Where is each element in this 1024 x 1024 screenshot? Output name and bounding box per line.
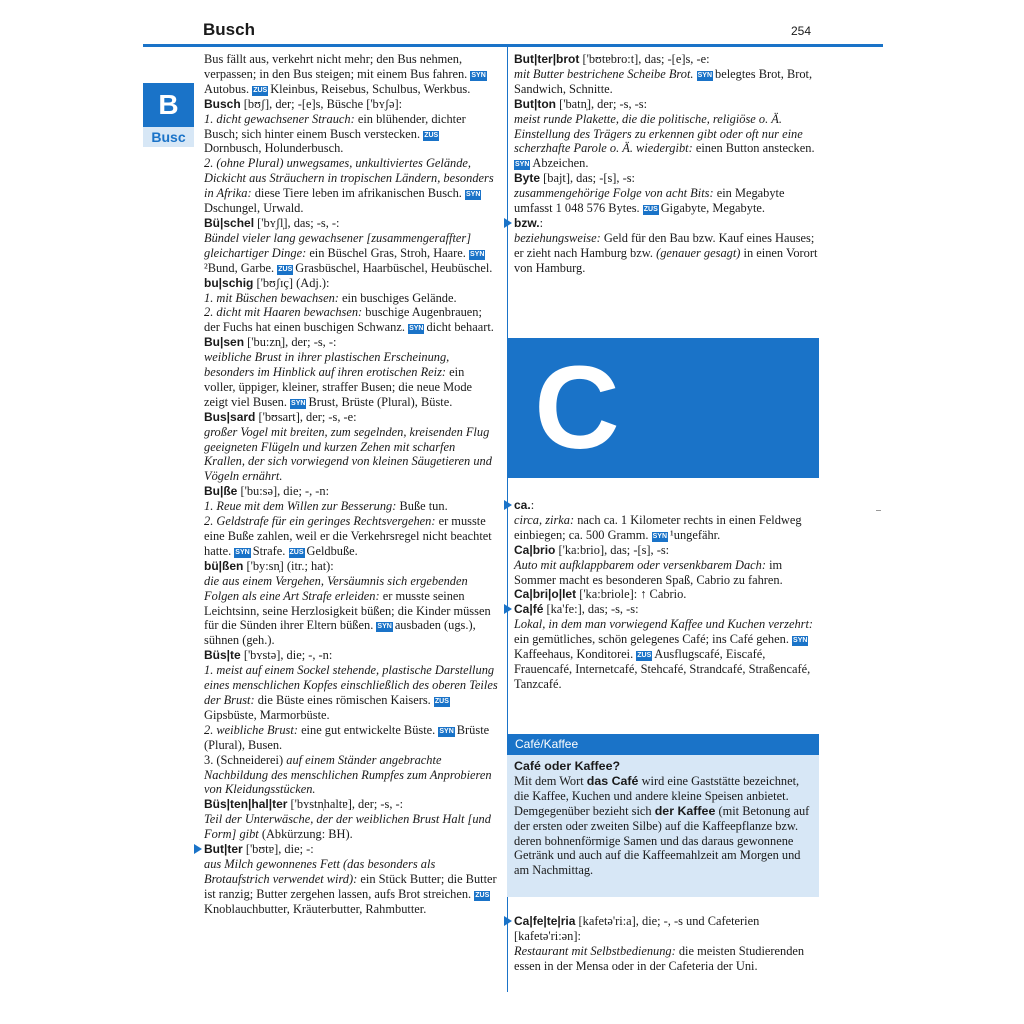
syn-tag: SYN <box>409 325 424 333</box>
entry-button <box>514 97 820 172</box>
zus-tag: ZUS <box>637 652 652 660</box>
headword: Bus|sard <box>204 409 256 424</box>
definition: Restaurant mit Selbstbedienung: <box>514 943 676 958</box>
zus-text: Geldbuße. <box>306 543 358 558</box>
entry-butter <box>204 842 498 917</box>
pronunciation: ['bu:zn̩], der; -s, -: <box>247 335 337 350</box>
headword: Ca|fe|te|ria <box>514 914 576 928</box>
definition: 1. Reue mit dem Willen zur Besserung: <box>204 499 397 514</box>
syn-tag: SYN <box>291 399 306 407</box>
headword: ca. <box>514 498 531 512</box>
example: in einen Vorort von Hamburg. <box>514 245 818 275</box>
example: ein buschiges Gelände. <box>342 290 457 305</box>
basic-vocab-marker-icon <box>504 218 512 228</box>
syn-tag: SYN <box>697 71 713 79</box>
pronunciation: ['bu:sə], die; -, -n: <box>240 484 330 499</box>
definition: Lokal, in dem man vorwiegend Kaffee und Kuchen verzehrt: <box>514 617 814 632</box>
syn-text: Abzeichen. <box>532 156 589 171</box>
entry-text: Bus fällt aus, verkehrt nicht mehr; den Bus nehmen, verpassen; in den Bus steigen; mit einem Bus fahren. <box>204 52 468 81</box>
definition: (genauer gesagt) <box>656 245 741 260</box>
thumb-index-word: Busc <box>143 127 194 147</box>
headword: But|ter <box>204 842 243 857</box>
basic-vocab-marker-icon <box>504 604 512 614</box>
pronunciation: ['bʊsart], der; -s, -e: <box>258 409 357 424</box>
pronunciation: [ka'fe:], das; -s, -s: <box>546 602 639 617</box>
entry-buessen <box>204 559 498 648</box>
headword: Busch <box>204 96 241 111</box>
pronunciation: ['ka:brio], das; -[s], -s: <box>558 542 670 557</box>
usage-label: 3. (Schneiderei) <box>204 752 284 767</box>
zus-text: Grasbüschel, Haarbüschel, Heubüschel. <box>295 260 493 275</box>
syn-tag: SYN <box>515 161 530 169</box>
example: ein voller, üppiger, kleiner, straffer Busen; die neue Mode zeigt viel Busen. <box>204 365 473 409</box>
definition: Bündel vieler lang gewachsener [zusammengeraffter] gleichartiger Dinge: <box>204 230 472 260</box>
example: buschige Augenbrauen; der Fuchs hat einen buschigen Schwanz. <box>204 305 482 335</box>
definition: 1. meist auf einem Sockel stehende, plastische Darstellung eines menschlichen Kopfes einschließlich des oberen Teiles der Brust: <box>204 663 498 707</box>
syn-text: Dschungel, Urwald. <box>204 201 304 216</box>
syn-text: ¹ungefähr. <box>670 527 721 542</box>
pronunciation: ['batn̩], der; -s, -s: <box>559 96 648 111</box>
example: die Büste eines römischen Kaisers. <box>257 692 431 707</box>
syn-tag: SYN <box>471 71 486 79</box>
pronunciation: ['ka:briole]: ↑ Cabrio. <box>579 587 687 602</box>
letter-section-block <box>507 338 819 478</box>
example: nach ca. 1 Kilometer rechts in einen Feldweg einbiegen; ca. 500 Gramm. <box>514 512 802 542</box>
running-head-word: Busch <box>203 20 255 39</box>
syn-tag: SYN <box>439 727 454 735</box>
headword: Büs|te <box>204 648 241 663</box>
pronunciation: : <box>539 215 544 230</box>
headword: bu|schig <box>204 275 254 290</box>
zus-tag: ZUS <box>278 265 293 273</box>
headword: Byte <box>514 171 541 186</box>
entry-cabriolet <box>514 587 820 602</box>
headword: Bü|schel <box>204 215 255 230</box>
basic-vocab-marker-icon <box>504 500 512 510</box>
syn-text: Brüste (Plural), Busen. <box>204 722 490 752</box>
pronunciation: ['bʊtɐbro:t], das; -[e]s, -e: <box>582 52 710 66</box>
example: Geld für den Bau bzw. Kauf eines Hauses; er zieht nach Hamburg bzw. <box>514 230 815 260</box>
definition: meist runde Plakette, die die politische, religiöse o. Ä. Einstellung des Trägers zu erkennen gibt oder oft nur eine scherzhafte Parole o. Ä. wiedergibt: <box>514 111 803 156</box>
example: (Abkürzung: BH). <box>261 827 353 842</box>
margin-mark <box>876 510 881 511</box>
zus-text: Kleinbus, Reisebus, Schulbus, Werkbus. <box>270 81 471 96</box>
section-letter: C <box>534 342 620 474</box>
syn-text: Autobus. <box>204 81 250 96</box>
headword: bzw. <box>514 215 540 230</box>
definition: circa, zirka: <box>514 512 575 527</box>
entry-bueschel <box>204 216 498 276</box>
example: ein blühender, dichter Busch; sich hinter einem Busch verstecken. <box>204 111 466 141</box>
usage-info-box <box>507 734 819 897</box>
entry-bus-continued <box>204 52 498 97</box>
zus-tag: ZUS <box>434 697 449 705</box>
definition: aus Milch gewonnenes Fett (das besonders als Brotaufstrich verwendet wird): <box>204 856 436 886</box>
entry-bueste <box>204 648 498 797</box>
syn-tag: SYN <box>793 637 808 645</box>
pronunciation: [bʊʃ], der; -[e]s, Büsche ['bʏʃə]: <box>243 96 403 111</box>
syn-text: Kaffeehaus, Konditorei. <box>514 647 634 662</box>
example: diese Tiere leben im afrikanischen Busch. <box>254 186 462 201</box>
pronunciation: ['bʏstə], die; -, -n: <box>243 648 333 663</box>
definition: 1. mit Büschen bewachsen: <box>204 290 339 305</box>
zus-tag: ZUS <box>289 548 304 556</box>
zus-text: Dornbusch, Holunderbusch. <box>204 141 344 156</box>
zus-text: Ausflugscafé, Eiscafé, Frauencafé, Internetcafé, Stehcafé, Strandcafé, Straßencafé, Tanzcafé. <box>514 647 811 691</box>
example: ein Stück Butter; die Butter ist ranzig; Butter zergehen lassen, aufs Brot streichen. <box>204 871 497 901</box>
syn-text: Strafe. <box>252 543 286 558</box>
headword: But|ton <box>514 96 557 111</box>
zus-text: Gipsbüste, Marmorbüste. <box>204 707 330 722</box>
definition: 2. Geldstrafe für ein geringes Rechtsvergehen: <box>204 514 436 529</box>
right-column <box>514 52 820 276</box>
entry-bzw <box>514 216 820 276</box>
syn-text: ausbaden (ugs.), sühnen (geh.). <box>204 618 476 648</box>
definition: zusammengehörige Folge von acht Bits: <box>514 186 714 201</box>
definition: die aus einem Vergehen, Versäumnis sich ergebenden Folgen als eine Art Strafe erleiden: <box>204 573 468 603</box>
definition: auf einem Ständer angebrachte Nachbildung des menschlichen Rumpfes zum Anprobieren von Kleidungsstücken. <box>204 752 492 797</box>
pronunciation: [kafetə'ri:a], die; -, -s und Cafeterien [kafetə'ri:ən]: <box>514 914 760 943</box>
pronunciation: ['bʏʃl̩], das; -s, -: <box>257 215 340 230</box>
headword: Ca|bri|o|let <box>514 587 577 602</box>
headword: bü|ßen <box>204 558 244 573</box>
page-number: 254 <box>790 24 811 38</box>
definition: Auto mit aufklappbarem oder versenkbarem Dach: <box>514 557 766 572</box>
entry-cafeteria <box>514 914 820 974</box>
example: er musste eine Buße zahlen, weil er die Verkehrsregel nicht beachtet hatte. <box>204 514 492 558</box>
headword: Ca|fé <box>514 602 544 617</box>
definition: Teil der Unterwäsche, der der weiblichen Brust Halt [und Form] gibt <box>204 812 491 842</box>
pronunciation: ['by:sn̩] (itr.; hat): <box>246 558 334 573</box>
example: ein Büschel Gras, Stroh, Haare. <box>309 245 466 260</box>
syn-tag: SYN <box>652 532 668 540</box>
definition: 2. weibliche Brust: <box>204 722 298 737</box>
thumb-index-tab <box>143 83 194 147</box>
info-question: Café oder Kaffee? <box>514 759 621 773</box>
syn-tag: SYN <box>377 623 392 631</box>
example: die meisten Studierenden essen in der Mensa oder in der Cafeteria der Uni. <box>514 943 805 973</box>
pronunciation: [bajt], das; -[s], -s: <box>543 171 635 186</box>
example: im Sommer macht es besonderen Spaß, Cabrio zu fahren. <box>514 557 783 587</box>
definition: mit Butter bestrichene Scheibe Brot. <box>514 66 694 81</box>
headword: Ca|brio <box>514 542 556 557</box>
entry-busse <box>204 484 498 559</box>
right-column-bottom <box>514 914 820 974</box>
entry-buestenhalter <box>204 797 498 842</box>
definition: weibliche Brust in ihrer plastischen Erscheinung, besonders im Hinblick auf ihren erotischen Reiz: <box>204 350 450 380</box>
entry-butterbrot <box>514 52 820 97</box>
entry-cafe <box>514 602 820 691</box>
definition: 2. (ohne Plural) unwegsames, unkultiviertes Gelände, Dickicht aus Sträuchern in tropischen Ländern, besonders in Afrika: <box>204 156 494 201</box>
entry-cabrio <box>514 543 820 588</box>
syn-tag: SYN <box>235 548 250 556</box>
pronunciation: ['bʊtɐ], die; -: <box>245 842 314 857</box>
example: einen Button anstecken. <box>695 141 815 156</box>
pronunciation: ['bʊʃɪç] (Adj.): <box>256 275 330 290</box>
definition: großer Vogel mit breiten, zum segelnden, kreisenden Flug geeigneten Flügeln und kurzen Zehen mit scharfen Krallen, der sich vorwiegend von kleinen Säugetieren und Vögeln ernährt. <box>204 424 492 484</box>
pronunciation: ['bʏstn̩haltɐ], der; -s, -: <box>290 797 404 812</box>
right-column-c-entries <box>514 498 820 692</box>
entry-busch <box>204 97 498 216</box>
info-box-body: Café oder Kaffee? Mit dem Wort das Café wird eine Gaststätte bezeichnet, die Kaffee, Kuchen und andere kleine Speisen anbietet. Demgegenüber bezieht sich der Kaffee (mit Betonung auf der ersten oder zweiten Silbe) auf die Kaffeepflanze bzw. deren bohnenförmige Samen und das daraus gewonnene Getränk und auch auf die Kaffeemahlzeit am Morgen und am Nachmittag. <box>514 759 810 878</box>
headword: Büs|ten|hal|ter <box>204 797 288 812</box>
zus-tag: ZUS <box>475 891 490 899</box>
zus-tag: ZUS <box>424 131 439 139</box>
example: ein gemütliches, schön gelegenes Café; ins Café gehen. <box>514 632 789 647</box>
syn-text: belegtes Brot, Brot, Sandwich, Schnitte. <box>514 66 813 96</box>
syn-text: Brust, Brüste (Plural), Büste. <box>308 394 453 409</box>
info-box-title: Café/Kaffee <box>507 734 819 755</box>
basic-vocab-marker-icon <box>504 916 512 926</box>
syn-tag: SYN <box>465 191 481 199</box>
entry-busen <box>204 335 498 410</box>
zus-text: Knoblauchbutter, Kräuterbutter, Rahmbutter. <box>204 901 427 916</box>
headword: Bu|ße <box>204 484 238 499</box>
definition: beziehungsweise: <box>514 230 601 245</box>
basic-vocab-marker-icon <box>194 844 202 854</box>
zus-text: Gigabyte, Megabyte. <box>660 201 765 216</box>
entry-ca <box>514 498 820 543</box>
definition: 1. dicht gewachsener Strauch: <box>204 111 355 126</box>
syn-tag: SYN <box>469 250 485 258</box>
example: Buße tun. <box>399 499 448 514</box>
header-rule <box>143 44 883 47</box>
example: eine gut entwickelte Büste. <box>301 722 436 737</box>
syn-text: dicht behaart. <box>426 320 494 335</box>
entry-byte <box>514 171 820 216</box>
zus-tag: ZUS <box>253 86 268 94</box>
entry-buschig <box>204 276 498 336</box>
syn-text: ²Bund, Garbe. <box>204 260 275 275</box>
zus-tag: ZUS <box>643 206 658 214</box>
definition: 2. dicht mit Haaren bewachsen: <box>204 305 363 320</box>
headword: But|ter|brot <box>514 52 580 66</box>
entry-bussard <box>204 410 498 485</box>
example: ein Megabyte umfasst 1 048 576 Bytes. <box>514 186 785 216</box>
headword: Bu|sen <box>204 335 245 350</box>
thumb-index-letter: B <box>143 83 194 127</box>
pronunciation: : <box>530 498 535 512</box>
left-column <box>204 52 498 917</box>
example: er musste seinen Leichtsinn, seine Herzlosigkeit büßen; die Kinder müssen für die Sünden ihrer Eltern büßen. <box>204 588 491 633</box>
